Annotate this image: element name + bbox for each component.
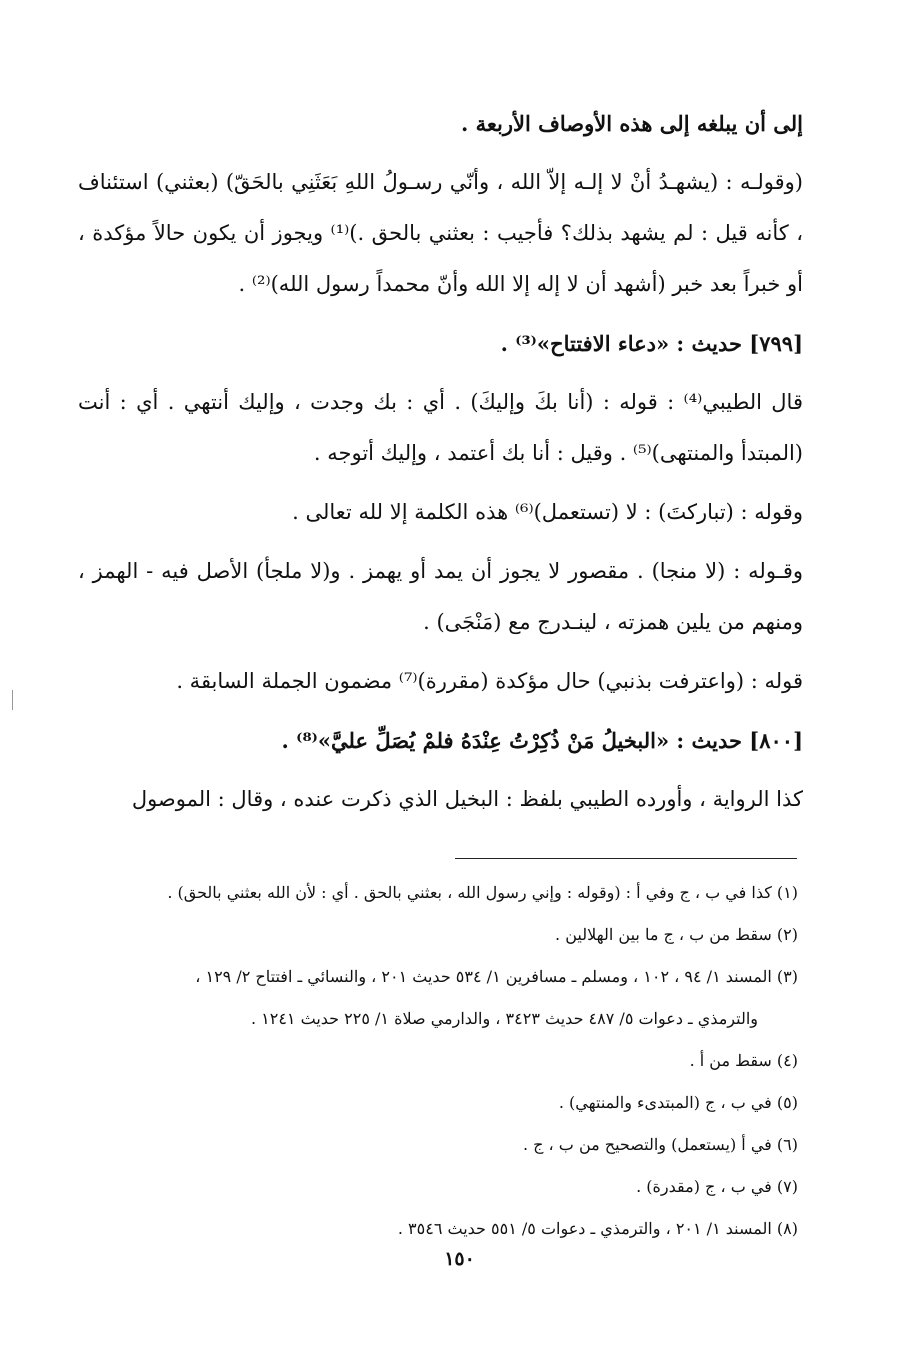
footnote-5: (٥) في ب ، ج (المبتدىء والمنتهي) . xyxy=(558,1093,798,1112)
paragraph-riwaya: كذا الرواية ، وأورده الطيبي بلفظ : البخيل الذي ذكرت عنده ، وقال : الموصول xyxy=(131,787,803,811)
intro-line: إلى أن يبلغه إلى هذه الأوصاف الأربعة . xyxy=(461,111,803,136)
footnote-1: (١) كذا في ب ، ج وفي أ : (وقوله : وإني رسول الله ، بعثني بالحق . أي : لأن الله بعثني بالحق) . xyxy=(167,883,798,902)
footnote-8: (٨) المسند ١/ ٢٠١ ، والترمذي ـ دعوات ٥/ ٥٥١ حديث ٣٥٤٦ . xyxy=(397,1219,798,1238)
footnote-2: (٢) سقط من ب ، ج ما بين الهلالين . xyxy=(555,925,798,944)
scan-edge-mark xyxy=(12,690,13,710)
hadith-799-heading: [٧٩٩] حديث : «دعاء الافتتاح»⁽³⁾ . xyxy=(500,331,803,356)
paragraph-manja: وقـوله : (لا منجا) . مقصور لا يجوز أن يمد أو يهمز . و(لا ملجأ) الأصل فيه - الهمز ، ومنهم من يلين همزته ، لينـدرج مع (مَنْجَى) . xyxy=(78,559,803,634)
footnote-6: (٦) في أ (يستعمل) والتصحيح من ب ، ج . xyxy=(522,1135,798,1154)
page-number: ١٥٠ xyxy=(444,1248,475,1270)
footnote-divider xyxy=(455,858,797,859)
footnote-7: (٧) في ب ، ج (مقدرة) . xyxy=(636,1177,798,1196)
footnote-4: (٤) سقط من أ . xyxy=(689,1051,798,1070)
footnote-3: (٣) المسند ١/ ٩٤ ، ١٠٢ ، ومسلم ـ مسافرين ١/ ٥٣٤ حديث ٢٠١ ، والنسائي ـ افتتاح ٢/ ١٢٩ ، والترمذي ـ دعوات ٥/ ٤٨٧ حديث ٣٤٢٣ ، والدارمي صلاة ١/ ٢٢٥ حديث ١٢٤١ . xyxy=(78,956,798,1040)
main-text xyxy=(78,98,803,825)
footnotes xyxy=(78,872,798,1250)
paragraph-itaraft: قوله : (واعترفت بذنبي) حال مؤكدة (مقررة)⁽⁷⁾ مضمون الجملة السابقة . xyxy=(176,669,803,693)
paragraph-tibi: قال الطيبي⁽⁴⁾ : قوله : (أنا بكَ وإليكَ) . أي : بك وجدت ، وإليك أنتهي . أي : أنت (المبتدأ والمنتهى)⁽⁵⁾ . وقيل : أنا بك أعتمد ، وإليك أتوجه . xyxy=(78,390,803,465)
paragraph-tabarakta: وقوله : (تباركتَ) : لا (تستعمل)⁽⁶⁾ هذه الكلمة إلا لله تعالى . xyxy=(292,500,803,524)
footnote-3-continuation: والترمذي ـ دعوات ٥/ ٤٨٧ حديث ٣٤٢٣ ، والدارمي صلاة ١/ ٢٢٥ حديث ١٢٤١ . xyxy=(250,1009,758,1028)
paragraph-testify: (وقولـه : (يشهـدُ أنْ لا إلـه إلاّ الله ، وأنّي رسـولُ اللهِ بَعَثَنِي بالحَقّ) (بعثني) استئناف ، كأنه قيل : لم يشهد بذلك؟ فأجيب : بعثني بالحق .)⁽¹⁾ ويجوز أن يكون حالاً مؤكدة ، أو خبراً بعد خبر (أشهد أن لا إله إلا الله وأنّ محمداً رسول الله)⁽²⁾ . xyxy=(78,170,804,296)
hadith-800-heading: [٨٠٠] حديث : «البخيلُ مَنْ ذُكِرْتُ عِنْدَهُ فلمْ يُصَلِّ عليَّ»⁽⁸⁾ . xyxy=(281,728,803,753)
